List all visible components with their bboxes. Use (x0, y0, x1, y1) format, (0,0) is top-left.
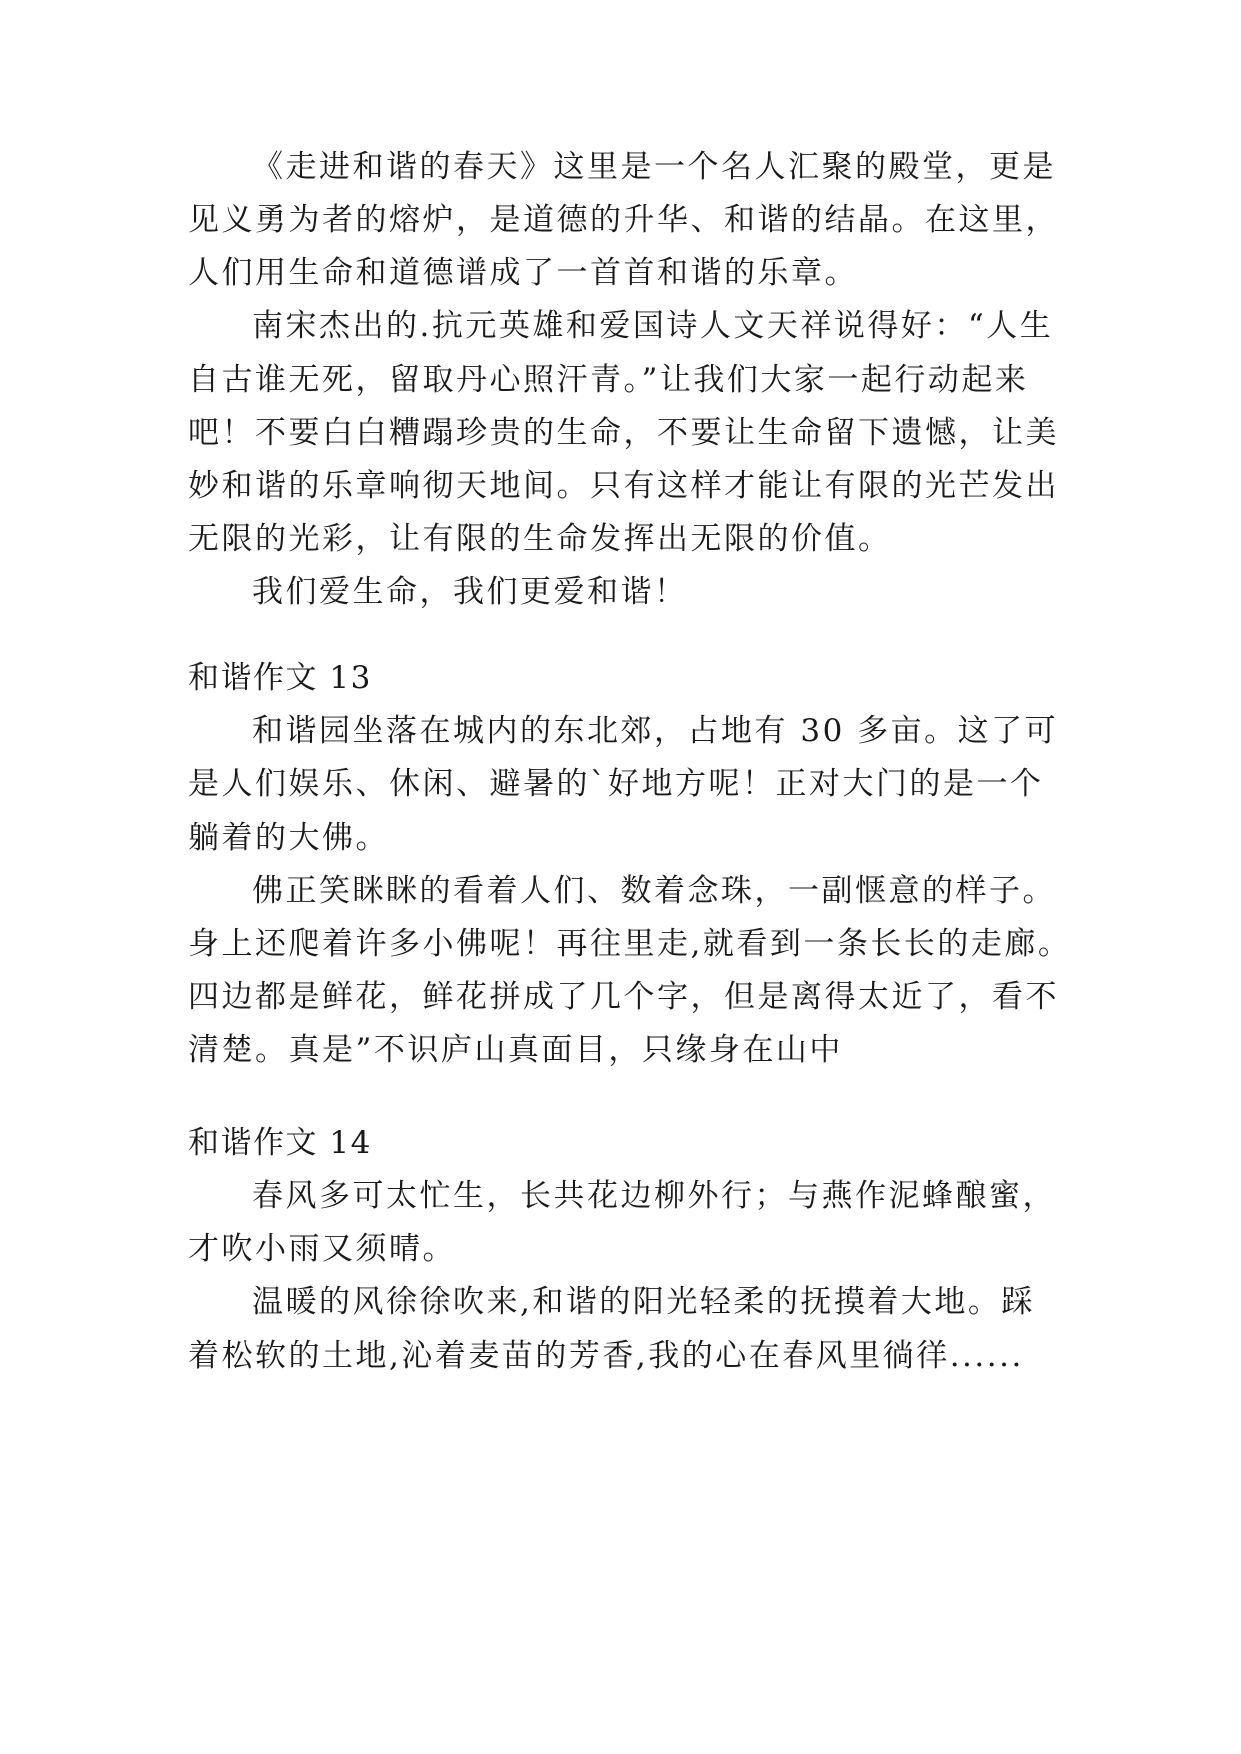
section-heading: 和谐作文 13 (188, 660, 372, 696)
text-line: 我们爱生命，我们更爱和谐！ (252, 574, 688, 610)
text-line: 是人们娱乐、休闲、避暑的`好地方呢！正对大门的是一个 (188, 766, 1044, 802)
text-line: 和谐园坐落在城内的东北郊，占地有 30 多亩。这了可 (252, 713, 1059, 749)
text-line: 清楚。真是”不识庐山真面目，只缘身在山中 (188, 1032, 843, 1068)
text-line: 妙和谐的乐章响彻天地间。只有这样才能让有限的光芒发出 (188, 468, 1059, 504)
text-line: 着松软的土地,沁着麦苗的芳香,我的心在春风里徜徉...... (188, 1338, 1024, 1374)
text-line: 温暖的风徐徐吹来,和谐的阳光轻柔的抚摸着大地。踩 (252, 1284, 1035, 1320)
text-line: 南宋杰出的.抗元英雄和爱国诗人文天祥说得好：“人生 (252, 308, 1054, 344)
text-line: 吧！不要白白糟蹋珍贵的生命，不要让生命留下遗憾，让美 (188, 415, 1059, 451)
text-line: 四边都是鲜花，鲜花拼成了几个字，但是离得太近了，看不 (188, 979, 1059, 1015)
section-heading: 和谐作文 14 (188, 1125, 372, 1161)
text-line: 才吹小雨又须晴。 (188, 1231, 456, 1267)
text-line: 身上还爬着许多小佛呢！再往里走,就看到一条长长的走廊。 (188, 926, 1072, 962)
text-column (188, 0, 1072, 1754)
text-line: 人们用生命和道德谱成了一首首和谐的乐章。 (188, 255, 858, 291)
text-line: 《走进和谐的春天》这里是一个名人汇聚的殿堂，更是 (252, 149, 1056, 185)
text-line: 自古谁无死，留取丹心照汗青。”让我们大家一起行动起来 (188, 362, 1029, 398)
text-line: 见义勇为者的熔炉，是道德的升华、和谐的结晶。在这里， (188, 202, 1059, 238)
text-line: 躺着的大佛。 (188, 820, 389, 856)
text-line: 春风多可太忙生，长共花边柳外行；与燕作泥蜂酿蜜， (252, 1178, 1056, 1214)
text-line: 无限的光彩，让有限的生命发挥出无限的价值。 (188, 521, 892, 557)
text-line: 佛正笑眯眯的看着人们、数着念珠，一副惬意的样子。 (252, 873, 1056, 909)
